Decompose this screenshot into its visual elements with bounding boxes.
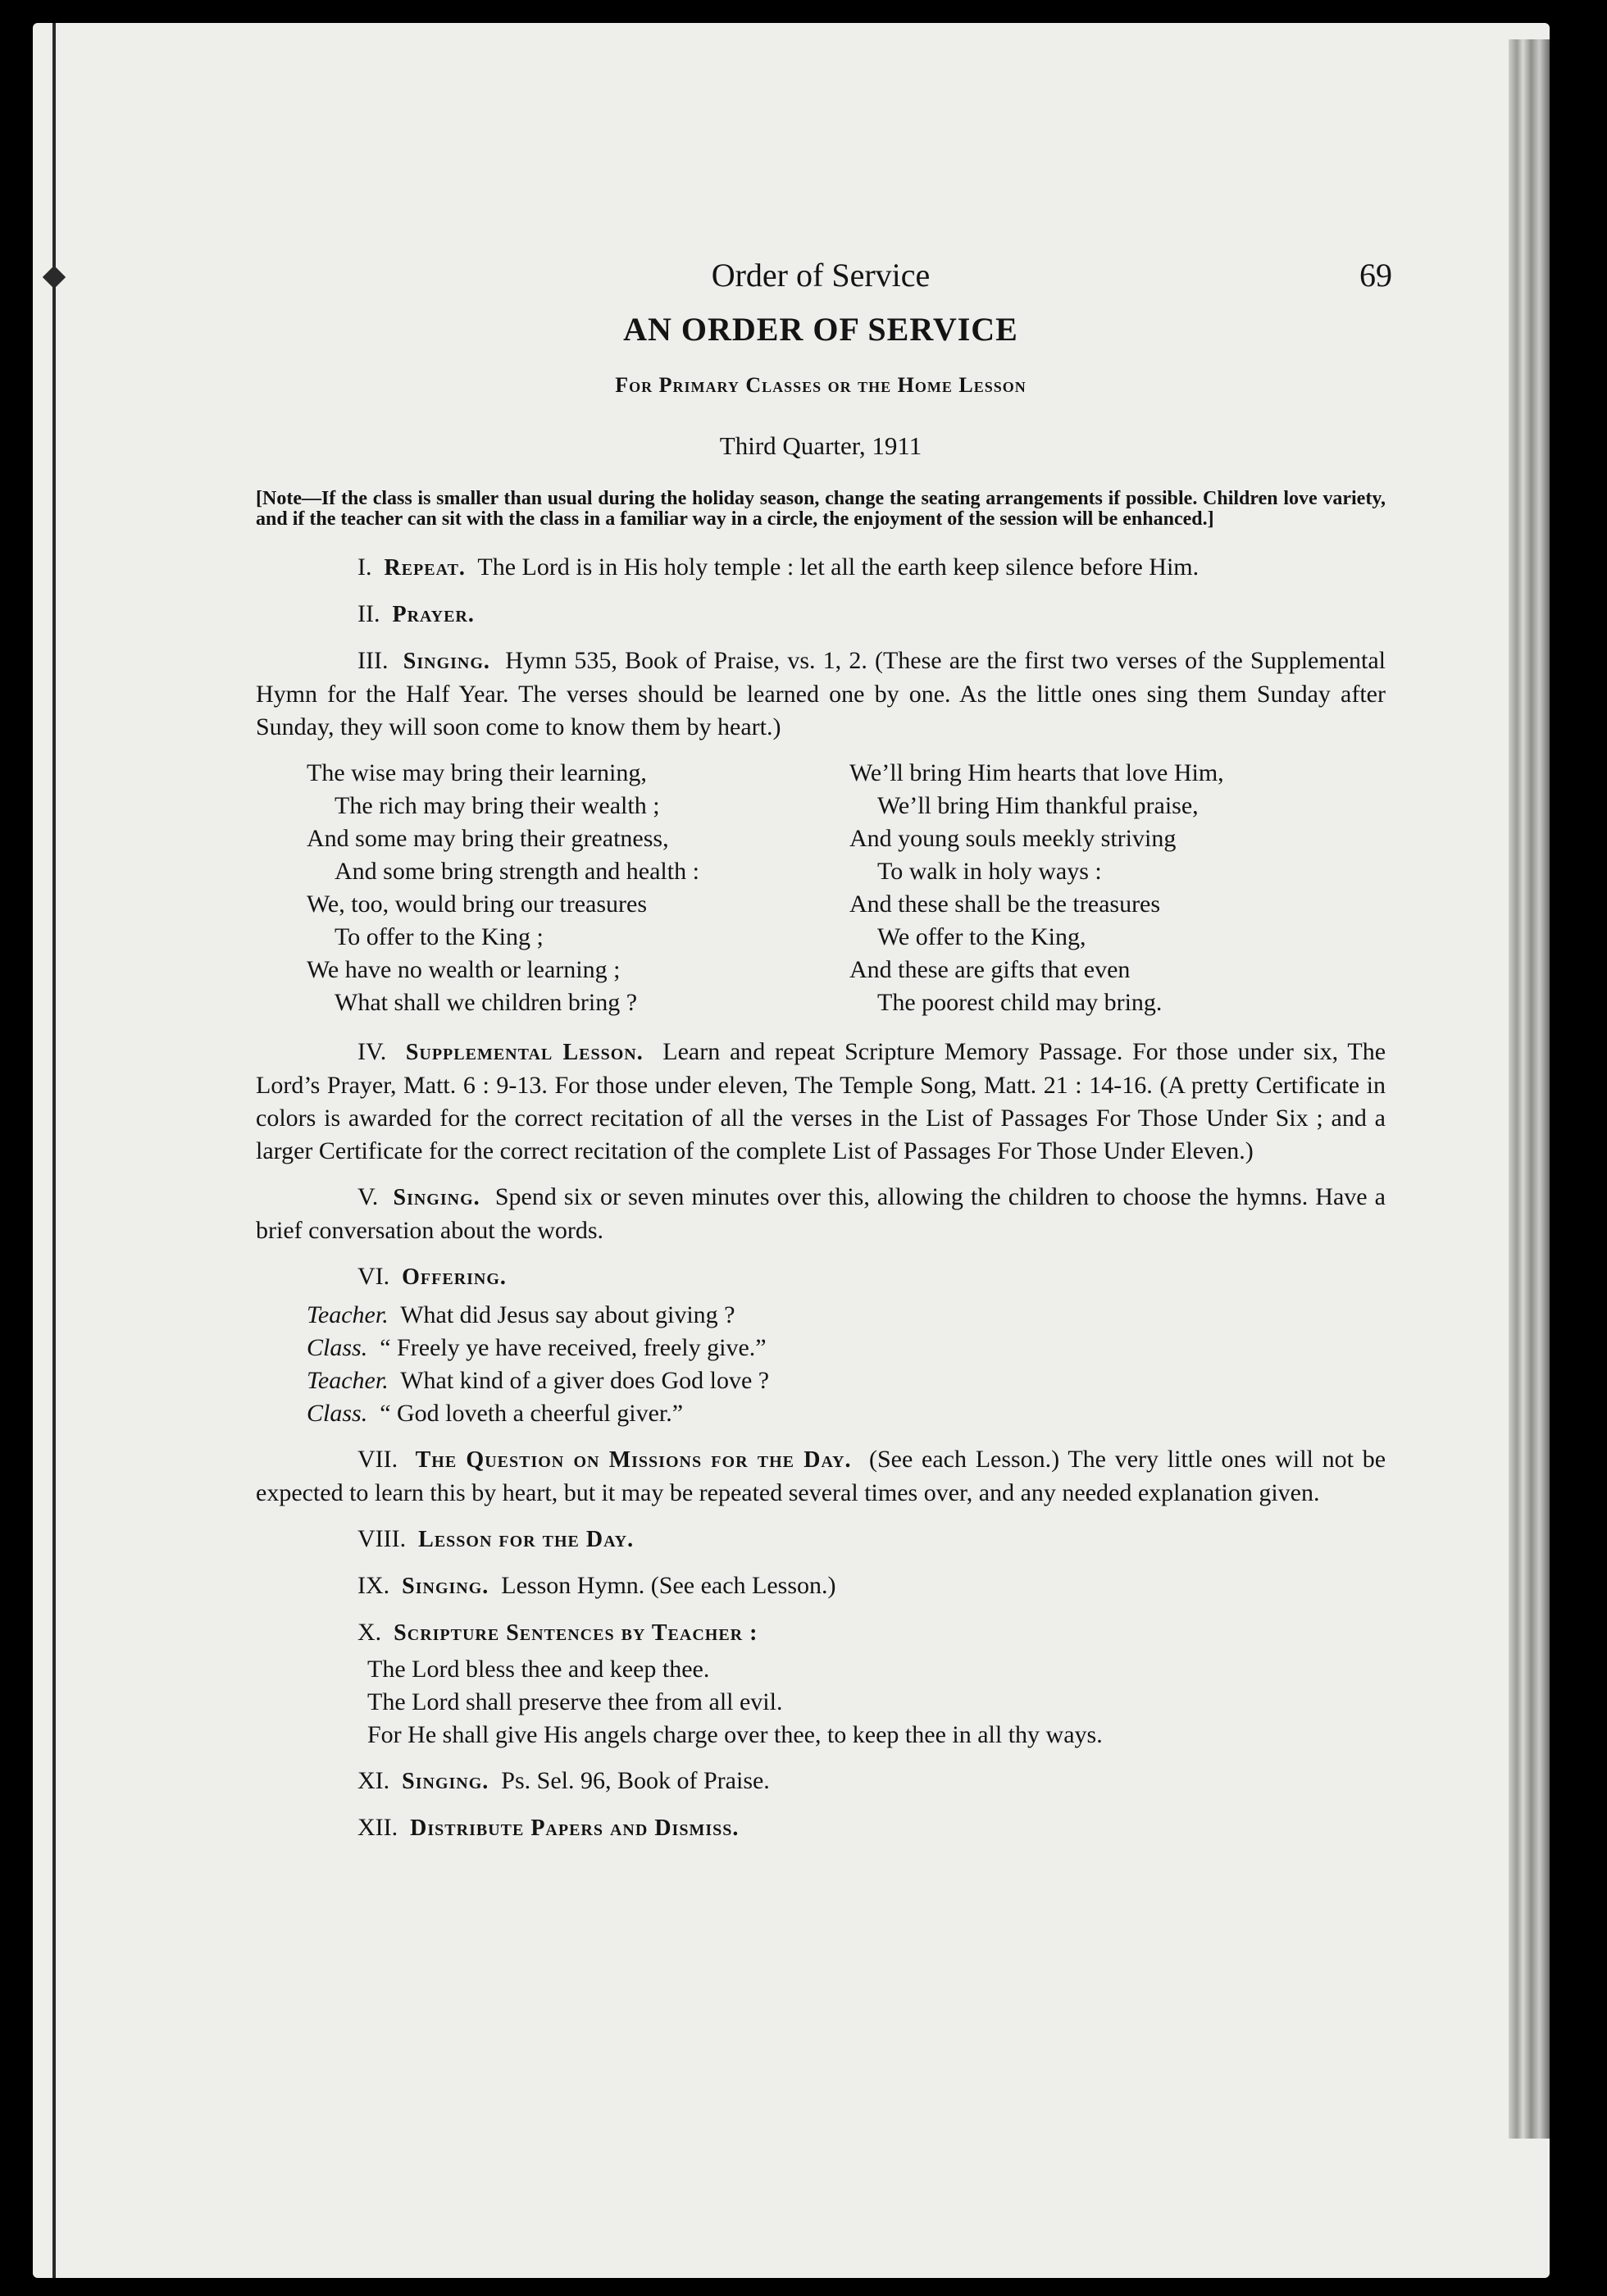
- hymn-line: We have no wealth or learning ;: [307, 956, 621, 983]
- hymn-line: The poorest child may bring.: [877, 989, 1163, 1016]
- dialog-speaker: Teacher.: [307, 1301, 389, 1328]
- item-text: (See each Lesson.) The very little ones will not be expected to learn this by heart, but it may be repeated several times over, and any needed explanation given.: [256, 1446, 1386, 1506]
- page-edge: [1509, 39, 1550, 2139]
- binding-line: [52, 23, 56, 2278]
- item-heading: Supplemental Lesson.: [405, 1040, 644, 1065]
- hymn-line: And some bring strength and health :: [335, 858, 699, 885]
- hymn-line: To walk in holy ways :: [877, 858, 1102, 885]
- hymn-line: And young souls meekly striving: [849, 825, 1177, 852]
- binding-notch: [43, 266, 66, 289]
- scripture-sentences: [367, 1653, 1386, 1752]
- item-text: The Lord is in His holy temple : let all the earth keep silence before Him.: [477, 554, 1200, 581]
- order-item-8: [256, 1523, 1386, 1556]
- item-number: XI.: [357, 1767, 390, 1794]
- order-item-1: [256, 551, 1386, 585]
- dialog-line: [307, 1299, 1386, 1332]
- order-item-11: [256, 1765, 1386, 1798]
- item-heading: Offering.: [402, 1264, 507, 1290]
- item-heading: Prayer.: [392, 602, 475, 627]
- order-item-7: [256, 1443, 1386, 1510]
- hymn-stanza-2: [849, 757, 1309, 1019]
- dialog-text: “ God loveth a cheerful giver.”: [380, 1400, 684, 1427]
- hymn-line: And these shall be the treasures: [849, 891, 1161, 918]
- order-item-4: [256, 1036, 1386, 1168]
- item-heading: Singing.: [402, 1769, 489, 1794]
- order-item-9: [256, 1569, 1386, 1603]
- dialog-line: [307, 1397, 1386, 1430]
- dialog-speaker: Class.: [307, 1400, 368, 1427]
- scripture-line: The Lord bless thee and keep thee.: [367, 1656, 710, 1683]
- item-number: II.: [357, 600, 380, 627]
- item-number: VI.: [357, 1263, 390, 1290]
- hymn-line: The rich may bring their wealth ;: [335, 792, 660, 819]
- dialog-text: “ Freely ye have received, freely give.”: [380, 1334, 767, 1361]
- item-heading: Scripture Sentences by Teacher :: [394, 1620, 758, 1646]
- item-text: Lesson Hymn. (See each Lesson.): [501, 1572, 836, 1599]
- dialog-speaker: Teacher.: [307, 1367, 389, 1394]
- quarter-heading: Third Quarter, 1911: [719, 431, 922, 460]
- order-item-10: [256, 1616, 1386, 1650]
- item-number: IV.: [357, 1038, 387, 1065]
- running-head: [256, 253, 1392, 295]
- page-number: 69: [1359, 257, 1392, 294]
- hymn-line: We’ll bring Him thankful praise,: [877, 792, 1199, 819]
- item-number: III.: [357, 647, 389, 674]
- item-text: Hymn 535, Book of Praise, vs. 1, 2. (These are the first two verses of the Supplemental Hymn for the Half Year. The verses should be learned one by one. As the little ones sing them Sunday after Sunday, they will soon come to know them by heart.): [256, 647, 1386, 740]
- dialog-speaker: Class.: [307, 1334, 368, 1361]
- book-page: [33, 23, 1550, 2278]
- item-heading: Distribute Papers and Dismiss.: [410, 1815, 740, 1841]
- item-text: Spend six or seven minutes over this, allowing the children to choose the hymns. Have a brief conversation about the words.: [256, 1183, 1386, 1244]
- item-heading: The Question on Missions for the Day.: [415, 1447, 852, 1473]
- item-number: I.: [357, 554, 372, 581]
- item-heading: Singing.: [393, 1185, 480, 1210]
- item-number: XII.: [357, 1814, 398, 1841]
- scripture-line: The Lord shall preserve thee from all evil.: [367, 1688, 783, 1715]
- dialog-text: What did Jesus say about giving ?: [400, 1301, 735, 1328]
- item-text: Ps. Sel. 96, Book of Praise.: [501, 1767, 770, 1794]
- dialog-text: What kind of a giver does God love ?: [400, 1367, 770, 1394]
- page-title: AN ORDER OF SERVICE: [623, 311, 1018, 348]
- hymn-line: And these are gifts that even: [849, 956, 1131, 983]
- page-content: [256, 253, 1392, 1858]
- offering-dialog: [307, 1299, 1386, 1430]
- hymn-line: We, too, would bring our treasures: [307, 891, 647, 918]
- dialog-line: [307, 1364, 1386, 1397]
- hymn-stanza-1: [307, 757, 831, 1019]
- hymn-line: We offer to the King,: [877, 923, 1086, 950]
- hymn-line: To offer to the King ;: [335, 923, 544, 950]
- order-item-5: [256, 1181, 1386, 1247]
- item-number: V.: [357, 1183, 379, 1210]
- subtitle: For Primary Classes or the Home Lesson: [615, 373, 1027, 397]
- hymn-line: What shall we children bring ?: [335, 989, 638, 1016]
- item-heading: Lesson for the Day.: [418, 1527, 635, 1552]
- item-number: VIII.: [357, 1525, 407, 1552]
- item-text: Learn and repeat Scripture Memory Passage. For those under six, The Lord’s Prayer, Matt. 6 : 9-13. For those under eleven, The Temple Song, Matt. 21 : 14-16. (A pretty Certificate in colors is awarded for the correct recitation of all the verses in the List of Passages For Those Under Six ; and a larger Certificate for the correct recitation of the complete List of Passages For Those Under Eleven.): [256, 1038, 1386, 1164]
- dialog-line: [307, 1332, 1386, 1364]
- hymn-verses: [307, 757, 1382, 1019]
- running-title: Order of Service: [711, 257, 931, 294]
- order-item-12: [256, 1811, 1386, 1845]
- order-item-3: [256, 645, 1386, 744]
- item-heading: Singing.: [402, 1574, 489, 1599]
- hymn-line: We’ll bring Him hearts that love Him,: [849, 759, 1224, 786]
- item-number: VII.: [357, 1446, 398, 1473]
- order-item-2: [256, 598, 1386, 631]
- scripture-line: For He shall give His angels charge over thee, to keep thee in all thy ways.: [367, 1721, 1103, 1748]
- item-number: X.: [357, 1619, 382, 1646]
- item-heading: Repeat.: [384, 555, 466, 581]
- hymn-line: The wise may bring their learning,: [307, 759, 647, 786]
- order-item-6: [256, 1260, 1386, 1294]
- item-number: IX.: [357, 1572, 390, 1599]
- item-heading: Singing.: [403, 649, 490, 674]
- editorial-note: [Note—If the class is smaller than usual during the holiday season, change the seating arrangements if possible. Children love variety, and if the teacher can sit with the class in a familiar way in a circle, the enjoyment of the session will be enhanced.]: [256, 488, 1386, 530]
- hymn-line: And some may bring their greatness,: [307, 825, 669, 852]
